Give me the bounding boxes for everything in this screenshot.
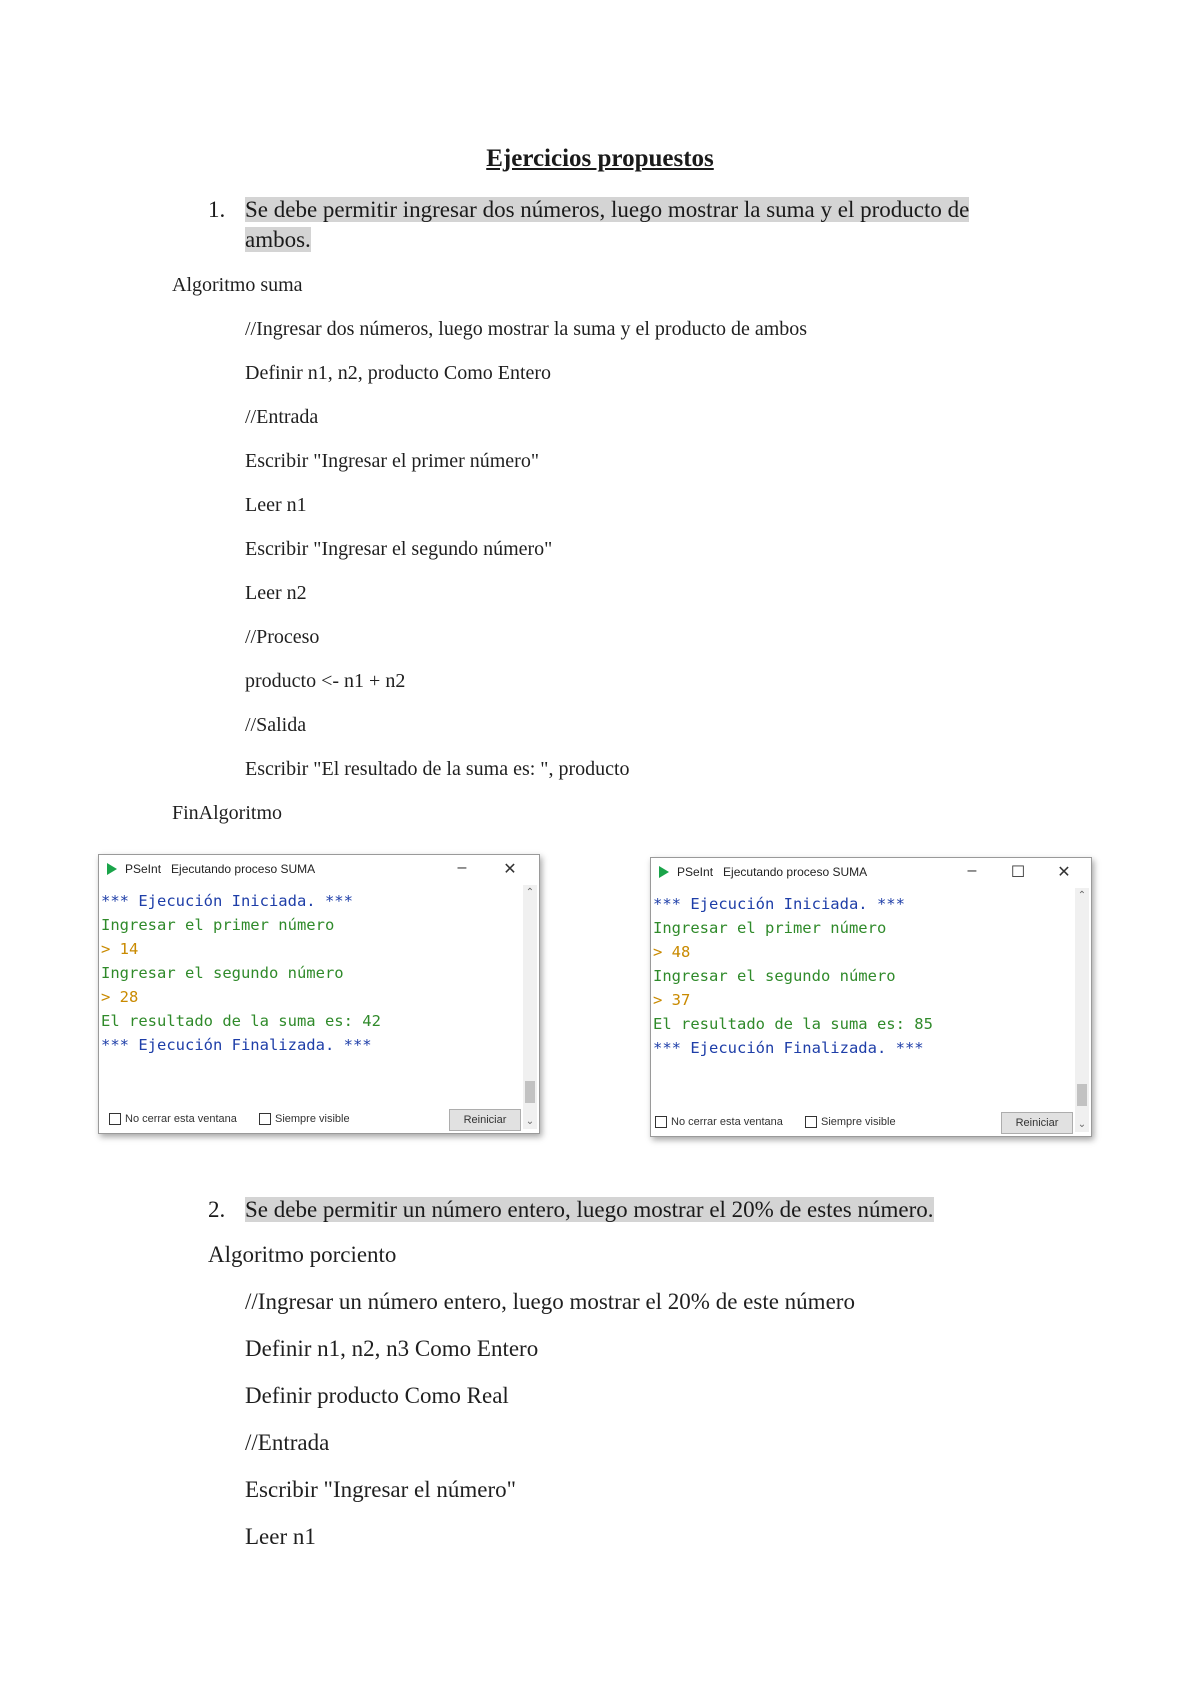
no-close-checkbox[interactable]: [655, 1116, 783, 1128]
algo2-line: //Entrada: [245, 1430, 330, 1455]
pseint-window-2: [650, 857, 1092, 1137]
console-line: El resultado de la suma es: 42: [101, 1012, 381, 1030]
scroll-up-icon[interactable]: ⌃: [1077, 890, 1087, 901]
console-line: > 48: [653, 943, 691, 961]
algo1-line: //Proceso: [245, 626, 320, 648]
pseint-logo-icon: [659, 866, 669, 878]
exercise-2-number: 2.: [208, 1197, 226, 1222]
checkbox-box[interactable]: [805, 1116, 817, 1128]
window-titlebar: [99, 855, 539, 883]
console-output: [653, 892, 1073, 1060]
exercise-1-text-line1: Se debe permitir ingresar dos números, luego mostrar la suma y el producto de: [245, 197, 970, 222]
exercise-2-statement: [208, 1195, 934, 1225]
minimize-button[interactable]: –: [967, 862, 977, 879]
pseint-logo-icon: [107, 863, 117, 875]
console-line: > 37: [653, 991, 691, 1009]
algo2-line: //Ingresar un número entero, luego mostrar el 20% de este número: [245, 1289, 855, 1314]
console-line: Ingresar el segundo número: [101, 964, 344, 982]
console-output: [101, 889, 521, 1057]
algo1-line: Definir n1, n2, producto Como Entero: [245, 362, 552, 384]
close-button[interactable]: ✕: [1057, 864, 1071, 881]
console-line: Ingresar el primer número: [101, 916, 335, 934]
console-line: El resultado de la suma es: 85: [653, 1015, 933, 1033]
algo1-line: Escribir "Ingresar el segundo número": [245, 538, 553, 560]
vertical-scrollbar[interactable]: [1075, 888, 1089, 1132]
algo1-line: //Entrada: [245, 406, 319, 428]
no-close-checkbox[interactable]: [109, 1113, 237, 1125]
algo1-line: Leer n2: [245, 582, 307, 604]
algo1-line: //Salida: [245, 714, 307, 736]
scroll-up-icon[interactable]: ⌃: [525, 887, 535, 898]
algo1-line: Escribir "Ingresar el primer número": [245, 450, 539, 472]
close-button[interactable]: ✕: [503, 861, 517, 878]
algo2-line: Escribir "Ingresar el número": [245, 1477, 517, 1502]
window-footer: [653, 1112, 1073, 1134]
page-title: Ejercicios propuestos: [486, 145, 714, 172]
algo1-line: producto <- n1 + n2: [245, 670, 406, 692]
console-line: *** Ejecución Finalizada. ***: [653, 1039, 924, 1057]
console-line: *** Ejecución Finalizada. ***: [101, 1036, 372, 1054]
scroll-down-icon[interactable]: ⌄: [525, 1116, 535, 1127]
console-line: > 14: [101, 940, 139, 958]
restart-button[interactable]: Reiniciar: [1001, 1112, 1073, 1134]
checkbox-label: No cerrar esta ventana: [671, 1116, 783, 1128]
exercise-1-number: 1.: [208, 197, 226, 222]
algo1-start: Algoritmo suma: [172, 274, 303, 296]
window-footer: [101, 1109, 521, 1131]
algo2-line: Definir producto Como Real: [245, 1383, 509, 1408]
minimize-button[interactable]: –: [457, 859, 467, 876]
checkbox-label: No cerrar esta ventana: [125, 1113, 237, 1125]
console-line: Ingresar el primer número: [653, 919, 887, 937]
scroll-down-icon[interactable]: ⌄: [1077, 1119, 1087, 1130]
algo1-line: Leer n1: [245, 494, 307, 516]
vertical-scrollbar[interactable]: [523, 885, 537, 1129]
checkbox-box[interactable]: [655, 1116, 667, 1128]
algo2-start: Algoritmo porciento: [208, 1242, 397, 1267]
exercise-1-text-line2: ambos.: [245, 227, 311, 252]
scrollbar-thumb[interactable]: [525, 1081, 535, 1103]
exercise-2-text-line1: Se debe permitir un número entero, luego mostrar el 20% de estes número.: [245, 1197, 934, 1222]
console-line: *** Ejecución Iniciada. ***: [653, 895, 905, 913]
window-title: PSeInt Ejecutando proceso SUMA: [677, 865, 868, 879]
console-line: > 28: [101, 988, 139, 1006]
scrollbar-thumb[interactable]: [1077, 1084, 1087, 1106]
maximize-button[interactable]: ☐: [1010, 864, 1026, 881]
algo1-end: FinAlgoritmo: [172, 802, 283, 824]
window-title: PSeInt Ejecutando proceso SUMA: [125, 862, 316, 876]
algo1-line: //Ingresar dos números, luego mostrar la suma y el producto de ambos: [245, 318, 808, 340]
checkbox-box[interactable]: [109, 1113, 121, 1125]
algo2-line: Definir n1, n2, n3 Como Entero: [245, 1336, 539, 1361]
pseint-window-1: [98, 854, 540, 1134]
algo2-line: Leer n1: [245, 1524, 316, 1549]
window-titlebar: [651, 858, 1091, 886]
algo1-line: Escribir "El resultado de la suma es: ", producto: [245, 758, 630, 780]
console-line: *** Ejecución Iniciada. ***: [101, 892, 353, 910]
exercise-1-statement: [208, 195, 969, 255]
restart-button[interactable]: Reiniciar: [449, 1109, 521, 1131]
console-line: Ingresar el segundo número: [653, 967, 896, 985]
checkbox-label: Siempre visible: [275, 1113, 350, 1125]
always-visible-checkbox[interactable]: [259, 1113, 350, 1125]
checkbox-label: Siempre visible: [821, 1116, 896, 1128]
checkbox-box[interactable]: [259, 1113, 271, 1125]
always-visible-checkbox[interactable]: [805, 1116, 896, 1128]
